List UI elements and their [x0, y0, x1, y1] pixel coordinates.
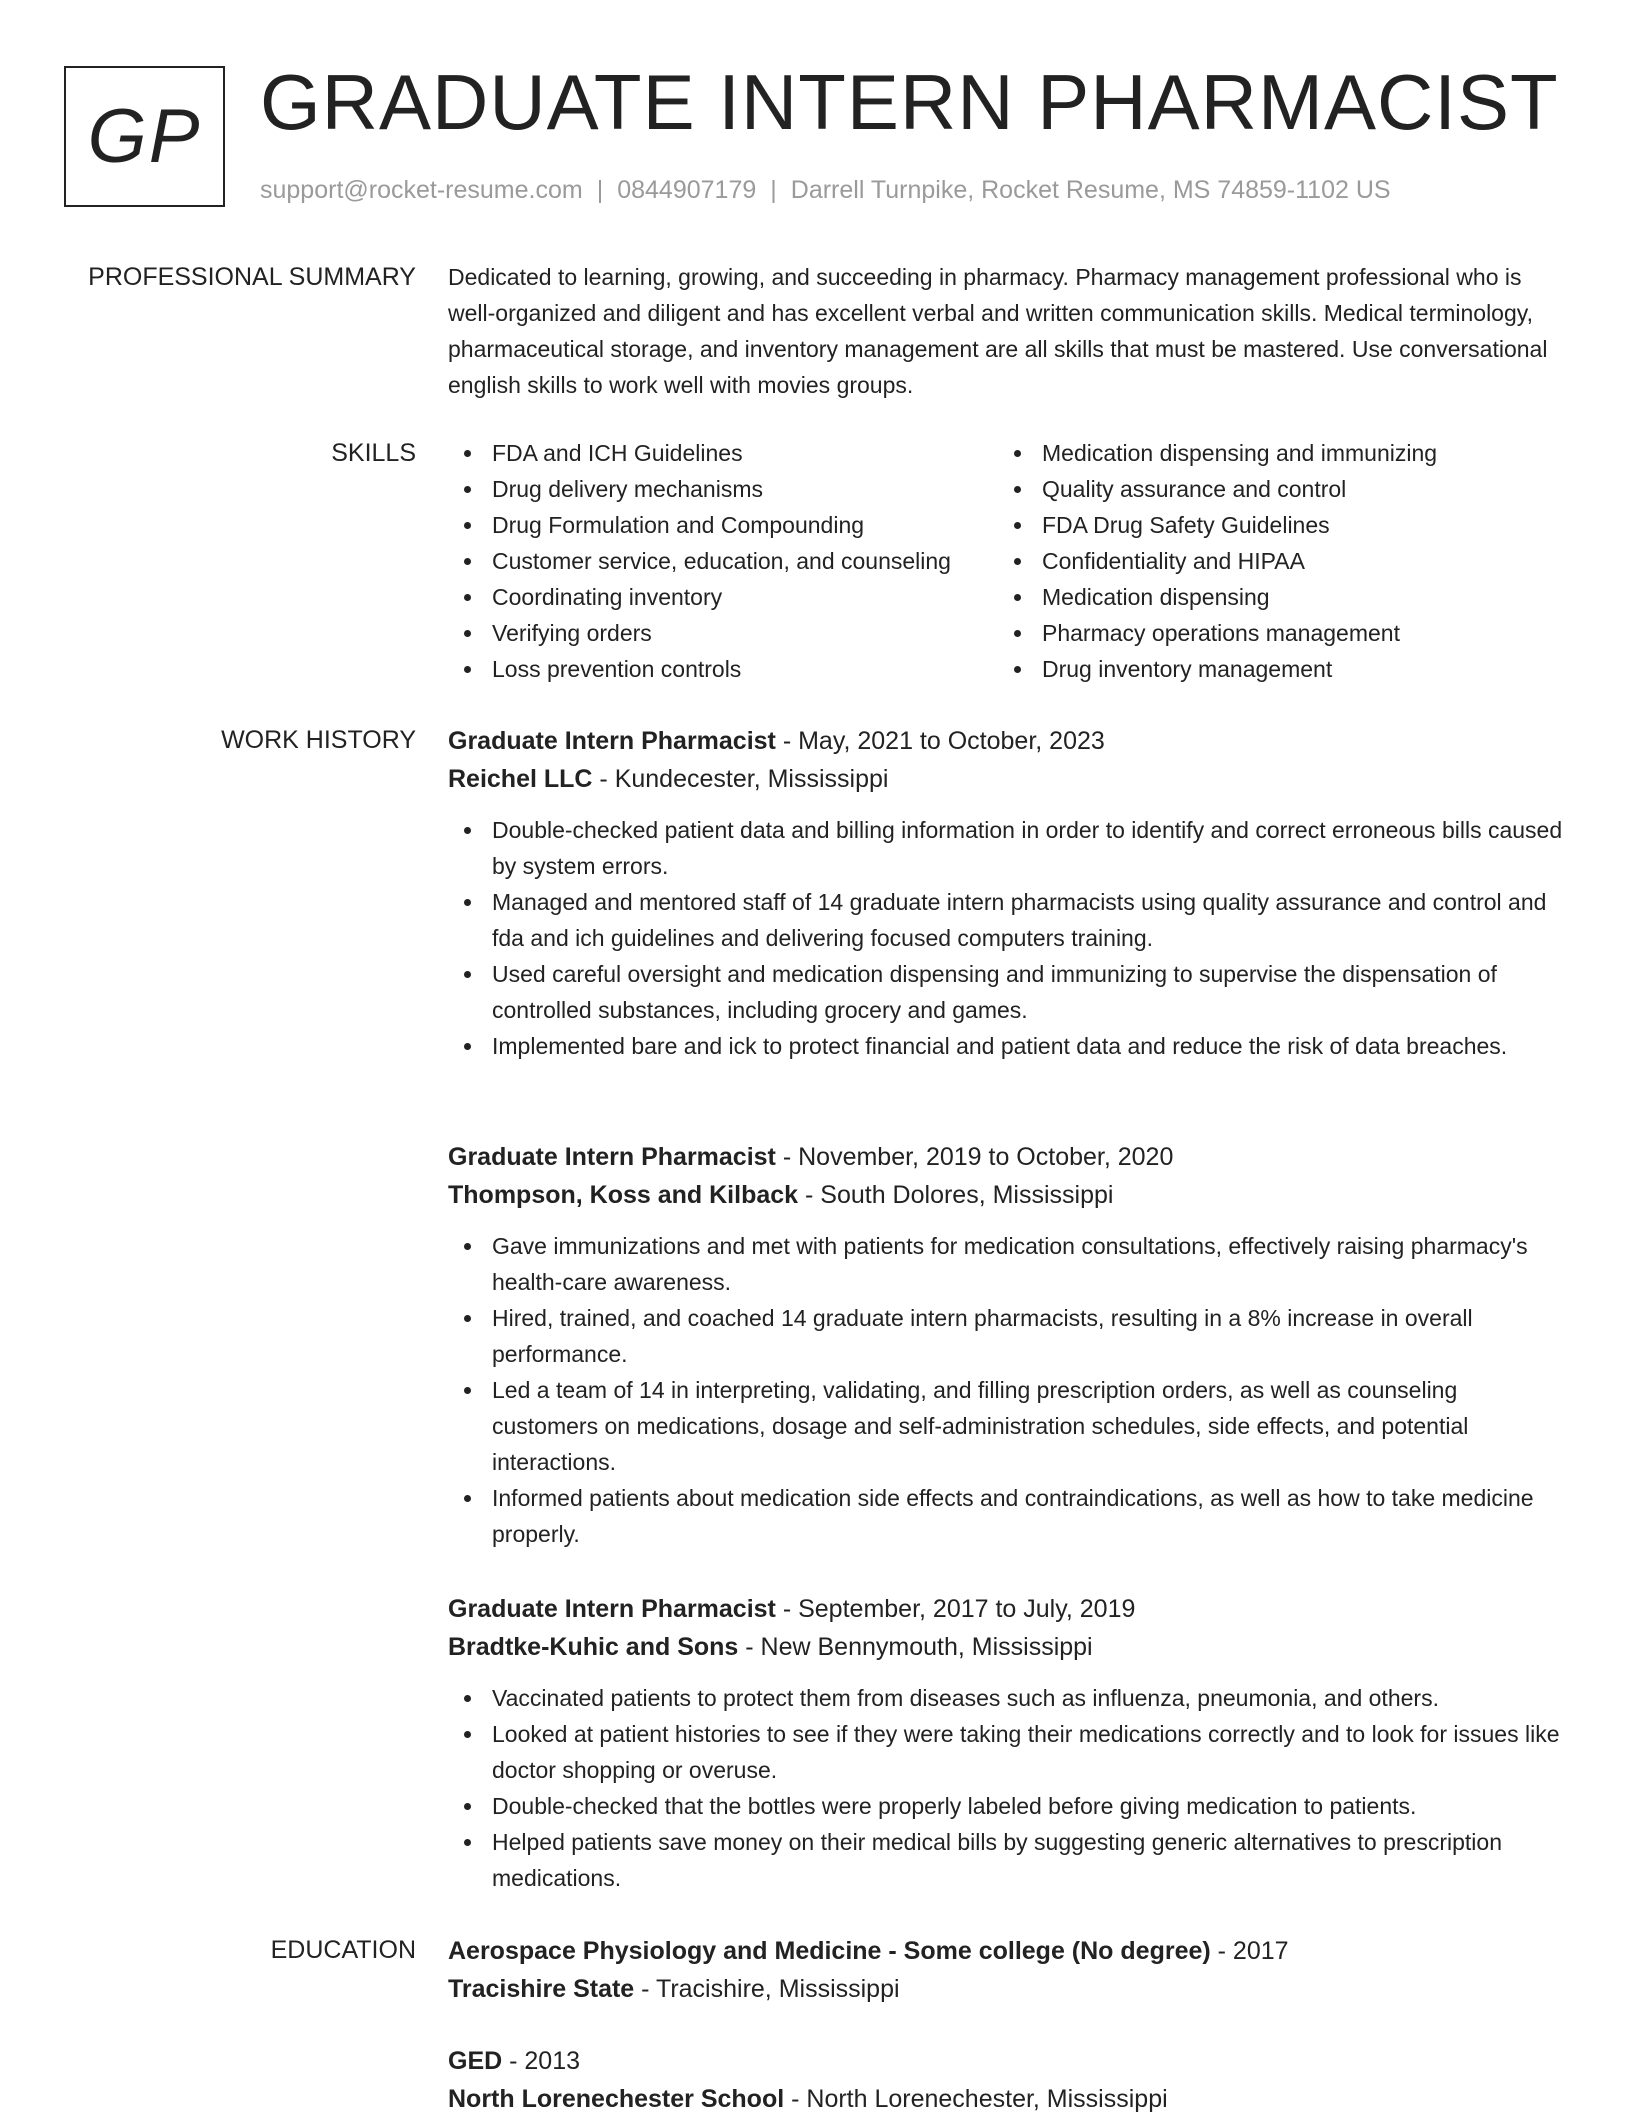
skill-item: Medication dispensing	[998, 579, 1548, 615]
job-company-line	[448, 1176, 1568, 1214]
job-bullet: Managed and mentored staff of 14 graduate intern pharmacists using quality assurance and control and fda and ich guidelines and delivering focused computers training.	[448, 884, 1568, 956]
job-bullet: Hired, trained, and coached 14 graduate intern pharmacists, resulting in a 8% increase in overall performance.	[448, 1300, 1568, 1372]
monogram-badge	[64, 66, 225, 207]
skill-item: FDA Drug Safety Guidelines	[998, 507, 1548, 543]
skill-item: Medication dispensing and immunizing	[998, 435, 1548, 471]
skill-item: Pharmacy operations management	[998, 615, 1548, 651]
job-title-line	[448, 1138, 1568, 1176]
job-entry	[448, 1138, 1568, 1552]
education-year: - 2017	[1210, 1937, 1289, 1965]
job-bullet: Led a team of 14 in interpreting, validating, and filling prescription orders, as well as counseling customers on medications, dosage and self-administration schedules, side effects, and potential interactions.	[448, 1372, 1568, 1480]
job-entry	[448, 1590, 1568, 1896]
job-location: - South Dolores, Mississippi	[798, 1181, 1114, 1209]
education-location: - Tracishire, Mississippi	[634, 1975, 900, 2003]
job-bullet: Used careful oversight and medication dispensing and immunizing to supervise the dispensation of controlled substances, including grocery and games.	[448, 956, 1568, 1028]
summary-text: Dedicated to learning, growing, and succeeding in pharmacy. Pharmacy management professional who is well-organized and diligent and has excellent verbal and written communication skills. Medical terminology, pharmaceutical storage, and inventory management are all skills that must be mastered. Use conversational english skills to work well with movies groups.	[448, 264, 1548, 398]
education-year: - 2013	[502, 2047, 581, 2075]
skill-item: Drug inventory management	[998, 651, 1548, 687]
job-bullets	[448, 1680, 1568, 1896]
job-company: Thompson, Koss and Kilback	[448, 1181, 799, 1209]
job-company-line	[448, 1628, 1568, 1666]
job-bullet: Vaccinated patients to protect them from diseases such as influenza, pneumonia, and others.	[448, 1680, 1568, 1716]
section-label: WORK HISTORY	[221, 726, 416, 754]
separator: |	[770, 176, 777, 204]
skill-item: Drug delivery mechanisms	[448, 471, 998, 507]
job-dates: - September, 2017 to July, 2019	[775, 1595, 1136, 1623]
job-dates: - May, 2021 to October, 2023	[775, 727, 1105, 755]
section-label: PROFESSIONAL SUMMARY	[88, 263, 416, 291]
job-title-line	[448, 1590, 1568, 1628]
job-company-line	[448, 760, 1568, 798]
job-entry	[448, 722, 1568, 1064]
job-dates: - November, 2019 to October, 2020	[775, 1143, 1174, 1171]
job-bullet: Looked at patient histories to see if they were taking their medications correctly and to look for issues like doctor shopping or overuse.	[448, 1716, 1568, 1788]
separator: |	[596, 176, 604, 204]
job-bullet: Double-checked that the bottles were properly labeled before giving medication to patients.	[448, 1788, 1568, 1824]
job-bullet: Double-checked patient data and billing information in order to identify and correct erroneous bills caused by system errors.	[448, 812, 1568, 884]
education-degree: GED	[448, 2047, 503, 2075]
job-bullet: Implemented bare and ick to protect financial and patient data and reduce the risk of data breaches.	[448, 1028, 1568, 1064]
skill-item: FDA and ICH Guidelines	[448, 435, 998, 471]
skill-item: Confidentiality and HIPAA	[998, 543, 1548, 579]
summary-body	[448, 259, 1568, 403]
education-school: North Lorenechester School	[448, 2085, 785, 2113]
contact-address: Darrell Turnpike, Rocket Resume, MS 74859-1102 US	[790, 176, 1391, 204]
skill-item: Customer service, education, and counseling	[448, 543, 998, 579]
job-location: - New Bennymouth, Mississippi	[738, 1633, 1093, 1661]
education-school: Tracishire State	[448, 1975, 635, 2003]
job-bullet: Gave immunizations and met with patients for medication consultations, effectively raising pharmacy's health-care awareness.	[448, 1228, 1568, 1300]
resume-title: GRADUATE INTERN PHARMACIST	[260, 58, 1559, 146]
contact-email: support@rocket-resume.com	[260, 176, 583, 204]
job-company: Reichel LLC	[448, 765, 593, 793]
skill-item: Loss prevention controls	[448, 651, 998, 687]
job-company: Bradtke-Kuhic and Sons	[448, 1633, 739, 1661]
education-school-line	[448, 2080, 1568, 2118]
education-degree-line	[448, 1932, 1568, 1970]
education-degree: Aerospace Physiology and Medicine - Some college (No degree)	[448, 1937, 1211, 1965]
job-bullets	[448, 812, 1568, 1064]
job-location: - Kundecester, Mississippi	[592, 765, 889, 793]
education-entry	[448, 1932, 1568, 2008]
initials: GP	[87, 94, 202, 179]
education-degree-line	[448, 2042, 1568, 2080]
job-title: Graduate Intern Pharmacist	[448, 1143, 776, 1171]
skill-item: Coordinating inventory	[448, 579, 998, 615]
skill-item: Quality assurance and control	[998, 471, 1548, 507]
job-bullets	[448, 1228, 1568, 1552]
job-title: Graduate Intern Pharmacist	[448, 727, 776, 755]
job-bullet: Helped patients save money on their medical bills by suggesting generic alternatives to prescription medications.	[448, 1824, 1568, 1896]
contact-phone: 0844907179	[617, 176, 757, 204]
skill-item: Verifying orders	[448, 615, 998, 651]
skills-body	[448, 435, 1568, 687]
skills-column-left	[448, 435, 998, 687]
section-label: EDUCATION	[270, 1936, 416, 1964]
job-bullet: Informed patients about medication side effects and contraindications, as well as how to take medicine properly.	[448, 1480, 1568, 1552]
education-location: - North Lorenechester, Mississippi	[784, 2085, 1168, 2113]
skill-item: Drug Formulation and Compounding	[448, 507, 998, 543]
job-title-line	[448, 722, 1568, 760]
skills-column-right	[998, 435, 1548, 687]
education-entry	[448, 2042, 1568, 2118]
section-label: SKILLS	[331, 439, 416, 467]
education-school-line	[448, 1970, 1568, 2008]
contact-line	[260, 174, 1391, 206]
job-title: Graduate Intern Pharmacist	[448, 1595, 776, 1623]
